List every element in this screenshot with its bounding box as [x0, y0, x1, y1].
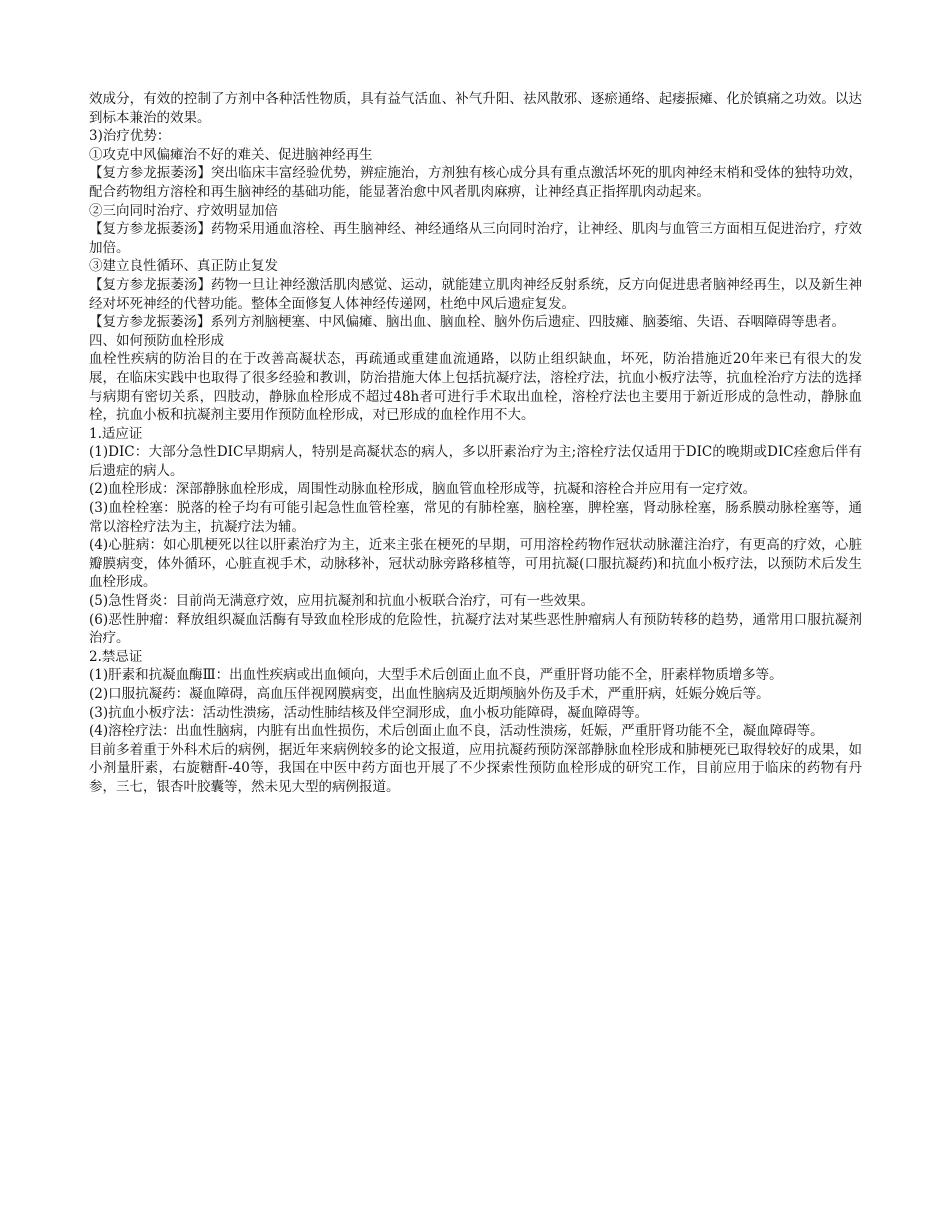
- heading-section-4: 四、如何预防血栓形成: [89, 332, 224, 349]
- contraindication-item-3: (3)抗血小板疗法：活动性溃疡，活动性肺结核及伴空洞形成，血小板功能障碍，凝血障碍等。: [89, 704, 649, 721]
- indication-item-1: (1)DIC：大部分急性DIC早期病人，特别是高凝状态的病人，多以肝素治疗为主;溶栓疗法仅适用于DIC的晚期或DIC痊愈后伴有后遗症的病人。: [89, 444, 862, 479]
- paragraph-intro-continuation: 效成分，有效的控制了方剂中各种活性物质，具有益气活血、补气升阳、祛风散邪、逐瘀通络、起痿振瘫、化於镇痛之功效。以达到标本兼治的效果。: [89, 91, 862, 126]
- subheading-advantage-1: ①攻克中风偏瘫治不好的难关、促进脑神经再生: [89, 146, 373, 163]
- paragraph-advantage-2: 【复方参龙振萎汤】药物采用通血溶栓、再生脑神经、神经通络从三向同时治疗，让神经、肌肉与血管三方面相互促进治疗，疗效加倍。: [89, 221, 862, 256]
- paragraph-advantage-3: 【复方参龙振萎汤】药物一旦让神经激活肌肉感觉、运动，就能建立肌肉神经反射系统，反方向促进患者脑神经再生，以及新生神经对坏死神经的代替功能。整体全面修复人体神经传递网，杜绝中风后遗症复发。: [89, 276, 862, 312]
- heading-contraindications: 2.禁忌证: [89, 648, 143, 665]
- heading-indications: 1.适应证: [89, 425, 143, 442]
- indication-item-4: (4)心脏病：如心肌梗死以往以肝素治疗为主，近来主张在梗死的早期，可用溶栓药物作冠状动脉灌注治疗，有更高的疗效，心脏瓣膜病变，体外循环，心脏直视手术，动脉移补，冠状动脉旁路移植等，可用抗凝(口服抗凝药)和抗血小板疗法，以预防术后发生血栓形成。: [89, 537, 862, 591]
- contraindication-item-1: (1)肝素和抗凝血酶Ⅲ：出血性疾病或出血倾向，大型手术后创面止血不良，严重肝肾功能不全，肝素样物质增多等。: [89, 667, 783, 684]
- indication-item-5: (5)急性肾炎：目前尚无满意疗效，应用抗凝剂和抗血小板联合治疗，可有一些效果。: [89, 593, 595, 610]
- indication-item-3: (3)血栓栓塞：脱落的栓子均有可能引起急性血管栓塞，常见的有肺栓塞，脑栓塞，脾栓塞，肾动脉栓塞，肠系膜动脉栓塞等，通常以溶栓疗法为主，抗凝疗法为辅。: [89, 500, 862, 535]
- paragraph-target-patients: 【复方参龙振萎汤】系列方剂脑梗塞、中风偏瘫、脑出血、脑血栓、脑外伤后遗症、四肢瘫、脑萎缩、失语、吞咽障碍等患者。: [89, 314, 845, 331]
- heading-treatment-advantages: 3)治疗优势：: [89, 128, 171, 145]
- paragraph-prevention-overview: 血栓性疾病的防治目的在于改善高凝状态，再疏通或重建血流通路，以防止组织缺血，坏死，防治措施近20年来已有很大的发展，在临床实践中也取得了很多经验和教训，防治措施大体上包括抗凝疗法，溶栓疗法，抗血小板疗法等，抗血栓治疗方法的选择与病期有密切关系，四肢动，静脉血栓形成不超过48h者可进行手术取出血栓，溶栓疗法也主要用于新近形成的急性动，静脉血栓，抗血小板和抗凝剂主要用作预防血栓形成，对已形成的血栓作用不大。: [89, 351, 862, 424]
- paragraph-advantage-1: 【复方参龙振萎汤】突出临床丰富经验优势，辨症施治，方剂独有核心成分具有重点激活坏死的肌肉神经末梢和受体的独特功效，配合药物组方溶栓和再生脑神经的基础功能，能显著治愈中风者肌肉麻痹，让神经真正指挥肌肉动起来。: [89, 165, 862, 200]
- subheading-advantage-2: ②三向同时治疗、疗效明显加倍: [89, 202, 278, 219]
- indication-item-6: (6)恶性肿瘤：释放组织凝血活酶有导致血栓形成的危险性，抗凝疗法对某些恶性肿瘤病人有预防转移的趋势，通常用口服抗凝剂治疗。: [89, 611, 862, 647]
- contraindication-item-4: (4)溶栓疗法：出血性脑病，内脏有出血性损伤，术后创面止血不良，活动性溃疡，妊娠，严重肝肾功能不全，凝血障碍等。: [89, 723, 824, 740]
- subheading-advantage-3: ③建立良性循环、真正防止复发: [89, 258, 278, 275]
- indication-item-2: (2)血栓形成：深部静脉血栓形成，周围性动脉血栓形成，脑血管血栓形成等，抗凝和溶栓合并应用有一定疗效。: [89, 481, 757, 498]
- document-body: [89, 90, 862, 797]
- contraindication-item-2: (2)口服抗凝药：凝血障碍，高血压伴视网膜病变，出血性脑病及近期颅脑外伤及手术，严重肝病，妊娠分娩后等。: [89, 686, 770, 702]
- paragraph-conclusion: 目前多着重于外科术后的病例，据近年来病例较多的论文报道，应用抗凝药预防深部静脉血栓形成和肺梗死已取得较好的成果，如小剂量肝素，右旋糖酐-40等，我国在中医中药方面也开展了不少探索性预防血栓形成的研究工作，目前应用于临床的药物有丹参，三七，银杏叶胶囊等，然未见大型的病例报道。: [89, 741, 862, 795]
